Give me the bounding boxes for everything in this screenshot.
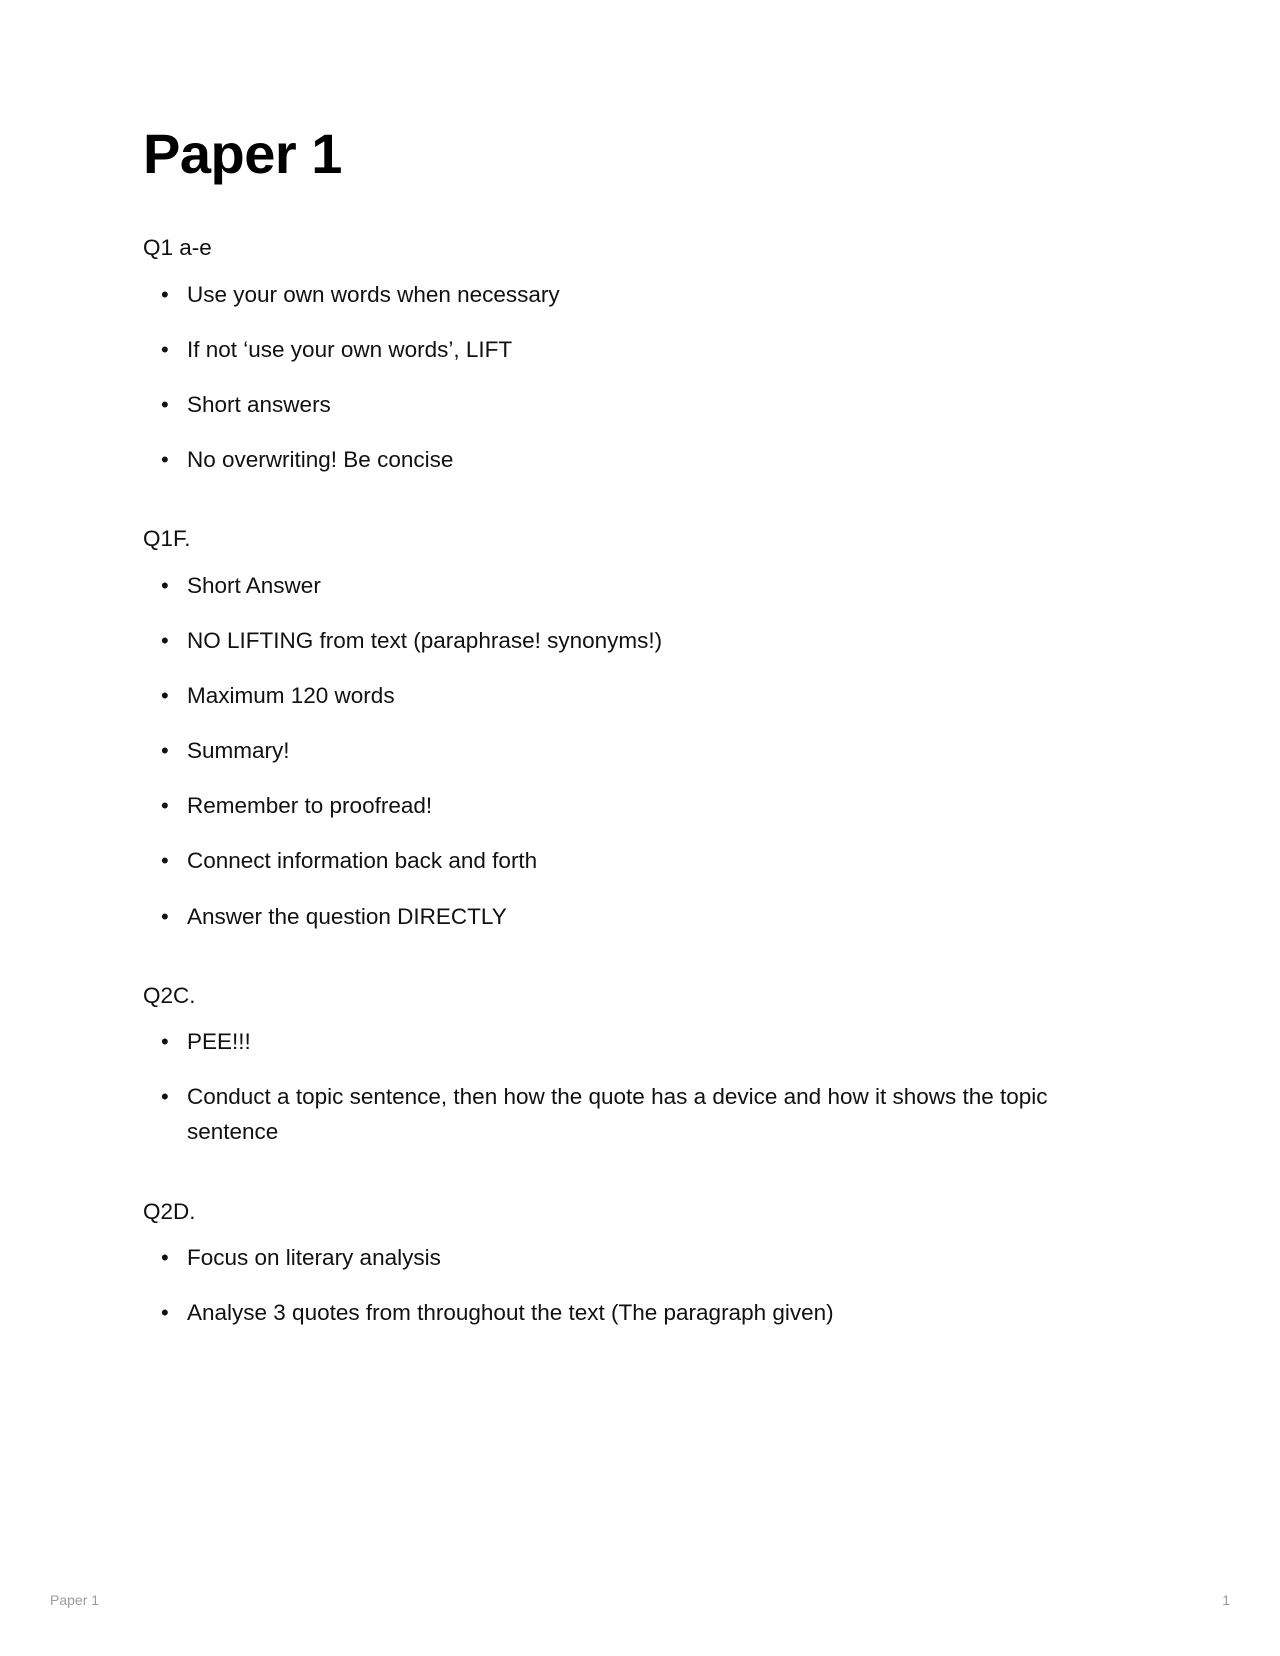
list-item [143, 623, 1133, 658]
list-item [143, 1024, 1133, 1059]
footer-page-number: 1 [1222, 1592, 1230, 1608]
section-heading: Q2C. [143, 982, 196, 1008]
bullet-icon: • [161, 738, 169, 764]
section-q2c [143, 980, 1133, 1150]
list-item [143, 1295, 1133, 1330]
list-item [143, 788, 1133, 823]
section-q1f [143, 523, 1133, 933]
list-item-text: Connect information back and forth [187, 848, 538, 874]
list-item-text: Answer the question DIRECTLY [187, 903, 507, 929]
list-item [143, 1240, 1133, 1275]
list-item [143, 899, 1133, 934]
bullet-list [143, 1024, 1133, 1149]
bullet-icon: • [161, 392, 169, 418]
list-item-text: Conduct a topic sentence, then how the quote has a device and how it shows the topic sentence [187, 1084, 1048, 1145]
footer-document-label: Paper 1 [50, 1592, 100, 1608]
list-item-text: Use your own words when necessary [187, 282, 560, 308]
list-item [143, 678, 1133, 713]
bullet-icon: • [161, 848, 169, 874]
list-item-text: Summary! [187, 738, 290, 764]
list-item-text: PEE!!! [187, 1029, 251, 1055]
bullet-icon: • [161, 1245, 169, 1271]
bullet-icon: • [161, 903, 169, 929]
page-title: Paper 1 [143, 122, 342, 185]
list-item [143, 387, 1133, 422]
list-item-text: Analyse 3 quotes from throughout the text (The paragraph given) [187, 1300, 834, 1326]
list-item [143, 733, 1133, 768]
list-item-text: Short answers [187, 392, 331, 418]
section-q2d [143, 1196, 1133, 1331]
bullet-icon: • [161, 282, 169, 308]
bullet-icon: • [161, 447, 169, 473]
bullet-list [143, 277, 1133, 477]
list-item-text: Remember to proofread! [187, 793, 433, 819]
list-item-text: Maximum 120 words [187, 683, 395, 709]
bullet-icon: • [161, 1084, 169, 1110]
bullet-icon: • [161, 793, 169, 819]
bullet-icon: • [161, 337, 169, 363]
list-item [143, 332, 1133, 367]
list-item [143, 843, 1133, 878]
list-item [143, 442, 1133, 477]
bullet-icon: • [161, 683, 169, 709]
list-item-text: NO LIFTING from text (paraphrase! synonyms!) [187, 628, 663, 654]
section-heading: Q1 a-e [143, 235, 212, 261]
bullet-icon: • [161, 628, 169, 654]
list-item-text: Focus on literary analysis [187, 1245, 441, 1271]
list-item-text: If not ‘use your own words’, LIFT [187, 337, 513, 363]
list-item-text: Short Answer [187, 573, 321, 599]
list-item [143, 277, 1133, 312]
bullet-icon: • [161, 1300, 169, 1326]
page-footer [0, 1592, 1280, 1612]
list-item [143, 1079, 1133, 1149]
section-heading: Q1F. [143, 526, 191, 552]
bullet-list [143, 568, 1133, 934]
section-heading: Q2D. [143, 1198, 196, 1224]
bullet-list [143, 1240, 1133, 1330]
bullet-icon: • [161, 573, 169, 599]
bullet-icon: • [161, 1029, 169, 1055]
section-q1-a-e [143, 232, 1133, 477]
list-item [143, 568, 1133, 603]
list-item-text: No overwriting! Be concise [187, 447, 454, 473]
document-body [143, 122, 1133, 1330]
